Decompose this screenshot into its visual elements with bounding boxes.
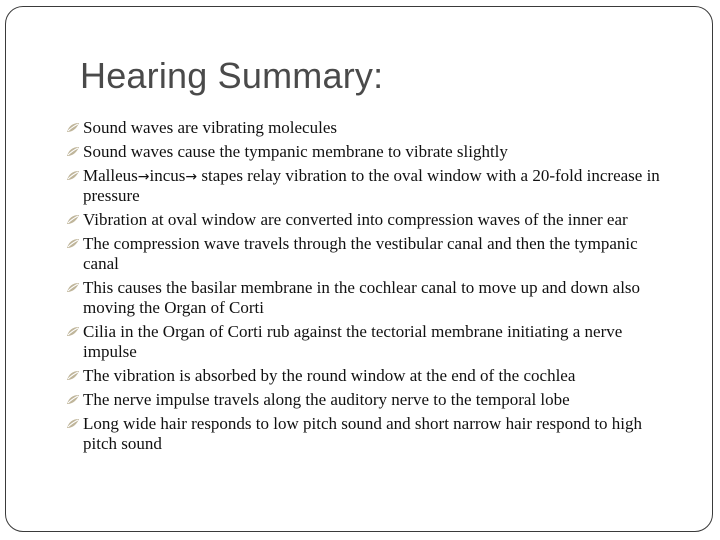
slide-title: Hearing Summary:: [80, 55, 384, 96]
list-item: [66, 414, 666, 454]
list-item: [66, 142, 666, 162]
list-item: [66, 278, 666, 318]
leaf-bullet-icon: [66, 370, 80, 382]
leaf-bullet-icon: [66, 170, 80, 182]
bullet-text: Vibration at oval window are converted into compression waves of the inner ear: [83, 210, 628, 229]
bullet-text-incus: incus: [149, 166, 186, 185]
leaf-bullet-icon: [66, 394, 80, 406]
bullet-text: Sound waves cause the tympanic membrane to vibrate slightly: [83, 142, 508, 161]
bullet-text: Cilia in the Organ of Corti rub against the tectorial membrane initiating a nerve impulse: [83, 322, 623, 361]
right-arrow-icon: →: [185, 169, 198, 185]
bullet-text: Sound waves are vibrating molecules: [83, 118, 337, 137]
bullet-list: [66, 118, 666, 458]
leaf-bullet-icon: [66, 282, 80, 294]
bullet-text-stapes: stapes relay vibration to the oval window with a 20-fold increase in pressure: [83, 166, 660, 205]
leaf-bullet-icon: [66, 122, 80, 134]
bullet-text-malleus: Malleus: [83, 166, 138, 185]
leaf-bullet-icon: [66, 326, 80, 338]
bullet-text: The vibration is absorbed by the round window at the end of the cochlea: [83, 366, 576, 385]
list-item: [66, 322, 666, 362]
right-arrow-icon: →: [137, 169, 150, 185]
bullet-text: This causes the basilar membrane in the cochlear canal to move up and down also moving the Organ of Corti: [83, 278, 641, 317]
bullet-text: The nerve impulse travels along the auditory nerve to the temporal lobe: [83, 390, 570, 409]
list-item: [66, 366, 666, 386]
list-item: [66, 166, 666, 206]
list-item: [66, 390, 666, 410]
leaf-bullet-icon: [66, 146, 80, 158]
bullet-text: The compression wave travels through the vestibular canal and then the tympanic canal: [83, 234, 638, 273]
leaf-bullet-icon: [66, 214, 80, 226]
leaf-bullet-icon: [66, 238, 80, 250]
list-item: [66, 210, 666, 230]
list-item: [66, 118, 666, 138]
list-item: [66, 234, 666, 274]
leaf-bullet-icon: [66, 418, 80, 430]
bullet-text: Long wide hair responds to low pitch sound and short narrow hair respond to high pitch sound: [83, 414, 643, 453]
